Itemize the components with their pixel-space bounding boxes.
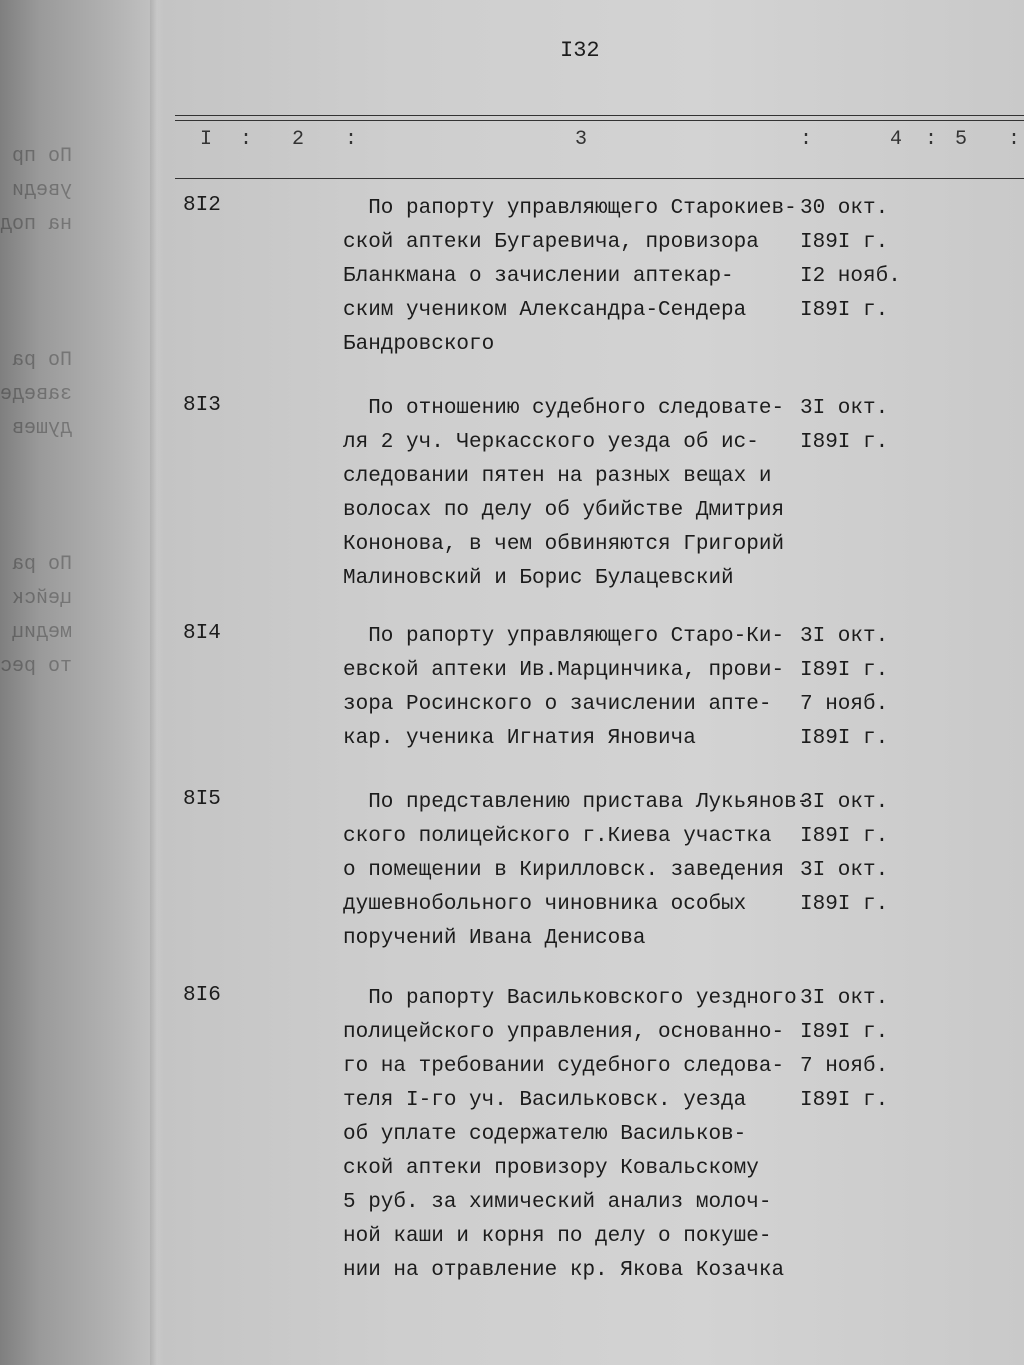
col-sep: : xyxy=(925,128,938,151)
entry-description xyxy=(343,786,809,956)
col-sep: : xyxy=(800,128,813,151)
col-sep: : xyxy=(240,128,253,151)
description-line: нии на отравление кр. Якова Козачка xyxy=(343,1259,785,1282)
entry-dates xyxy=(800,786,888,922)
header-rule-top-2 xyxy=(175,120,1024,121)
bleed-through-text: По пр уведи на под По ра заведе душев По ра цейск медиц то рес xyxy=(0,145,73,678)
entry-dates xyxy=(800,620,888,756)
date-line: I89I г. xyxy=(800,231,889,254)
date-line: I89I г. xyxy=(800,893,889,916)
entry-description xyxy=(343,192,797,362)
header-rule-top xyxy=(175,115,1024,116)
entry-dates xyxy=(800,192,901,328)
entry-number: 8I6 xyxy=(183,984,221,1007)
description-line: следовании пятен на разных вещах и xyxy=(343,465,772,488)
date-line: 3I окт. xyxy=(800,791,889,814)
description-line: 5 руб. за химический анализ молоч- xyxy=(343,1191,772,1214)
date-line: 7 нояб. xyxy=(800,693,889,716)
entry-dates xyxy=(800,982,888,1118)
description-line: го на требовании судебного следова- xyxy=(343,1055,785,1078)
description-line: Малиновский и Борис Булацевский xyxy=(343,567,734,590)
date-line: I89I г. xyxy=(800,825,889,848)
description-line: об уплате содержателю Васильков- xyxy=(343,1123,747,1146)
date-line: I89I г. xyxy=(800,431,889,454)
description-line: Бланкмана о зачислении аптекар- xyxy=(343,265,734,288)
entry-description xyxy=(343,620,784,756)
date-line: I89I г. xyxy=(800,659,889,682)
date-line: 3I окт. xyxy=(800,625,889,648)
description-line: теля I-го уч. Васильковск. уезда xyxy=(343,1089,747,1112)
description-line: полицейского управления, основанно- xyxy=(343,1021,785,1044)
description-line: По рапорту управляющего Старокиев- xyxy=(343,197,797,220)
col-header-5: 5 xyxy=(955,128,968,151)
description-line: По рапорту Васильковского уездного xyxy=(343,987,797,1010)
description-line: Кононова, в чем обвиняются Григорий xyxy=(343,533,785,556)
col-header-3: 3 xyxy=(575,128,588,151)
date-line: 30 окт. xyxy=(800,197,889,220)
page-fold xyxy=(150,0,164,1365)
description-line: зора Росинского о зачислении апте- xyxy=(343,693,772,716)
description-line: о помещении в Кирилловск. заведения xyxy=(343,859,785,882)
col-header-2: 2 xyxy=(292,128,305,151)
description-line: По отношению судебного следовате- xyxy=(343,397,785,420)
date-line: 3I окт. xyxy=(800,859,889,882)
col-sep: : xyxy=(1008,128,1021,151)
date-line: I89I г. xyxy=(800,727,889,750)
description-line: Бандровского xyxy=(343,333,495,356)
description-line: ского полицейского г.Киева участка xyxy=(343,825,772,848)
date-line: 3I окт. xyxy=(800,397,889,420)
page-number: I32 xyxy=(560,38,600,63)
description-line: кар. ученика Игнатия Яновича xyxy=(343,727,696,750)
description-line: По рапорту управляющего Старо-Ки- xyxy=(343,625,785,648)
col-sep: : xyxy=(345,128,358,151)
description-line: ской аптеки Бугаревича, провизора xyxy=(343,231,759,254)
date-line: 7 нояб. xyxy=(800,1055,889,1078)
description-line: ской аптеки провизору Ковальскому xyxy=(343,1157,759,1180)
entry-number: 8I5 xyxy=(183,788,221,811)
description-line: ной каши и корня по делу о покуше- xyxy=(343,1225,772,1248)
date-line: I89I г. xyxy=(800,299,889,322)
entry-number: 8I2 xyxy=(183,194,221,217)
description-line: волосах по делу об убийстве Дмитрия xyxy=(343,499,785,522)
date-line: I89I г. xyxy=(800,1021,889,1044)
description-line: поручений Ивана Денисова xyxy=(343,927,646,950)
header-rule-bottom xyxy=(175,178,1024,179)
entry-description xyxy=(343,982,797,1288)
entry-number: 8I3 xyxy=(183,394,221,417)
date-line: I89I г. xyxy=(800,1089,889,1112)
col-header-4: 4 xyxy=(890,128,903,151)
description-line: душевнобольного чиновника особых xyxy=(343,893,747,916)
entry-dates xyxy=(800,392,888,460)
date-line: I2 нояб. xyxy=(800,265,901,288)
description-line: ля 2 уч. Черкасского уезда об ис- xyxy=(343,431,759,454)
description-line: По представлению пристава Лукьянов- xyxy=(343,791,810,814)
col-header-1: I xyxy=(200,128,213,151)
entry-number: 8I4 xyxy=(183,622,221,645)
description-line: ским учеником Александра-Сендера xyxy=(343,299,747,322)
description-line: евской аптеки Ив.Марцинчика, прови- xyxy=(343,659,785,682)
date-line: 3I окт. xyxy=(800,987,889,1010)
entry-description xyxy=(343,392,784,596)
